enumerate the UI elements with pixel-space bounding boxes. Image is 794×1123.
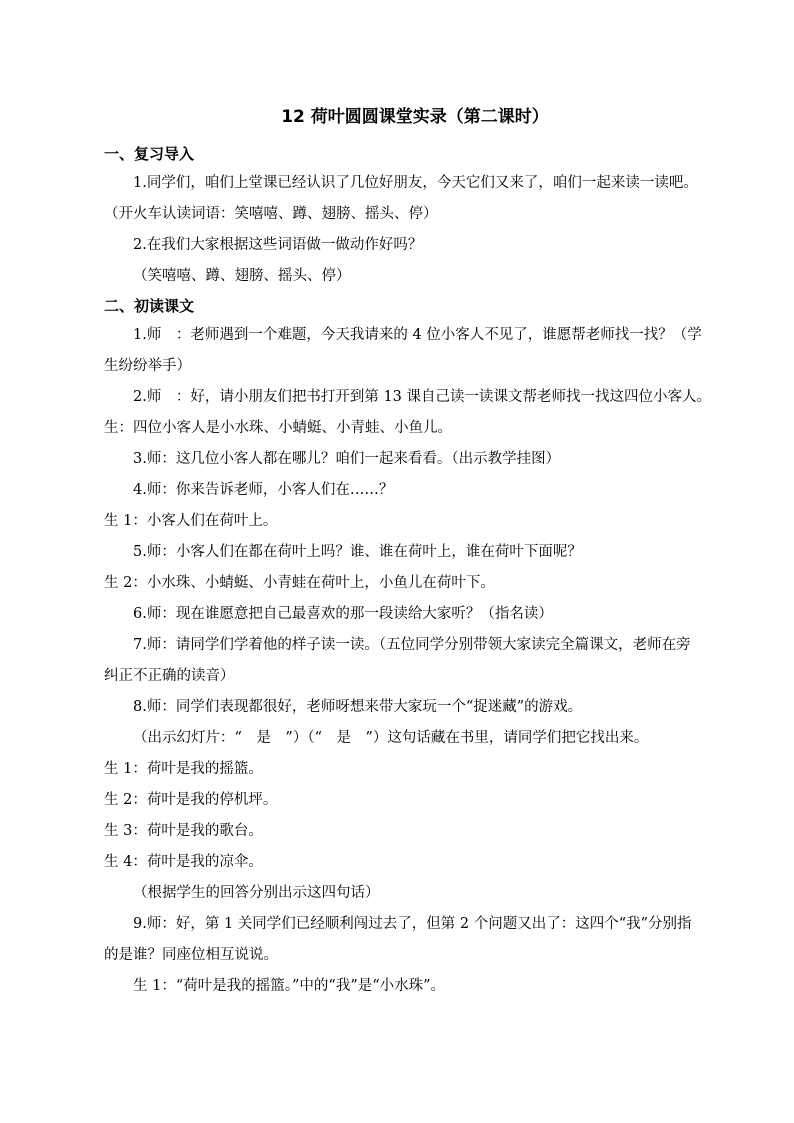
paragraph-line: （出示幻灯片：“ 是 ”）（“ 是 ”）这句话藏在书里，请同学们把它找出来。 <box>133 730 649 746</box>
paragraph-line: 生 4：荷叶是我的凉伞。 <box>104 854 263 870</box>
paragraph-line: 生：四位小客人是小水珠、小蜻蜓、小青蛙、小鱼儿。 <box>104 420 452 436</box>
paragraph-line: 3.师：这几位小客人都在哪儿？咱们一起来看看。（出示教学挂图） <box>133 451 561 467</box>
paragraph-line: 纠正不正确的读音） <box>104 668 235 684</box>
paragraph-line: 2.在我们大家根据这些词语做一做动作好吗？ <box>133 237 423 253</box>
paragraph-line: 1.同学们，咱们上堂课已经认识了几位好朋友，今天它们又来了，咱们一起来读一读吧。 <box>133 175 698 191</box>
paragraph-line: 1.师 ：老师遇到一个难题，今天我请来的 4 位小客人不见了，谁愿帮老师找一找？（学 <box>133 327 702 343</box>
section-heading-first-reading: 二、初读课文 <box>104 297 195 315</box>
paragraph-line: 生纷纷举手） <box>104 358 191 374</box>
paragraph-line: 的是谁？同座位相互说说。 <box>104 947 278 963</box>
paragraph-line: 5.师：小客人们在都在荷叶上吗？谁、谁在荷叶上，谁在荷叶下面呢？ <box>133 544 582 560</box>
paragraph-line: 生 1：“荷叶是我的摇篮。”中的“我”是“小水珠”。 <box>133 978 446 994</box>
paragraph-line: （开火车认读词语：笑嘻嘻、蹲、翅膀、摇头、停） <box>104 206 438 222</box>
paragraph-line: 4.师：你来告诉老师，小客人们在……？ <box>133 482 394 498</box>
paragraph-line: 2.师 ：好，请小朋友们把书打开到第 13 课自己读一读课文帮老师找一找这四位小客人。 <box>133 389 711 405</box>
paragraph-line: 生 1：荷叶是我的摇篮。 <box>104 761 263 777</box>
paragraph-line: 生 3：荷叶是我的歌台。 <box>104 823 263 839</box>
paragraph-line: 8.师：同学们表现都很好，老师呀想来带大家玩一个“捉迷藏”的游戏。 <box>133 699 583 715</box>
paragraph-line: （根据学生的回答分别出示这四句话） <box>133 885 380 901</box>
document-page <box>104 104 716 1002</box>
paragraph-line: 9.师：好，第 1 关同学们已经顺利闯过去了，但第 2 个问题又出了：这四个“我”分别指 <box>133 916 692 932</box>
paragraph-line: 生 2：小水珠、小蜻蜓、小青蛙在荷叶上，小鱼儿在荷叶下。 <box>104 575 495 591</box>
section-heading-review: 一、复习导入 <box>104 145 195 163</box>
paragraph-line: （笑嘻嘻、蹲、翅膀、摇头、停） <box>133 268 351 284</box>
document-title: 12 荷叶圆圆课堂实录（第二课时） <box>281 107 549 127</box>
paragraph-line: 生 2：荷叶是我的停机坪。 <box>104 792 278 808</box>
paragraph-line: 6.师：现在谁愿意把自己最喜欢的那一段读给大家听？（指名读） <box>133 606 553 622</box>
paragraph-line: 生 1：小客人们在荷叶上。 <box>104 513 278 529</box>
paragraph-line: 7.师：请同学们学着他的样子读一读。（五位同学分别带领大家读完全篇课文，老师在旁 <box>133 637 691 653</box>
